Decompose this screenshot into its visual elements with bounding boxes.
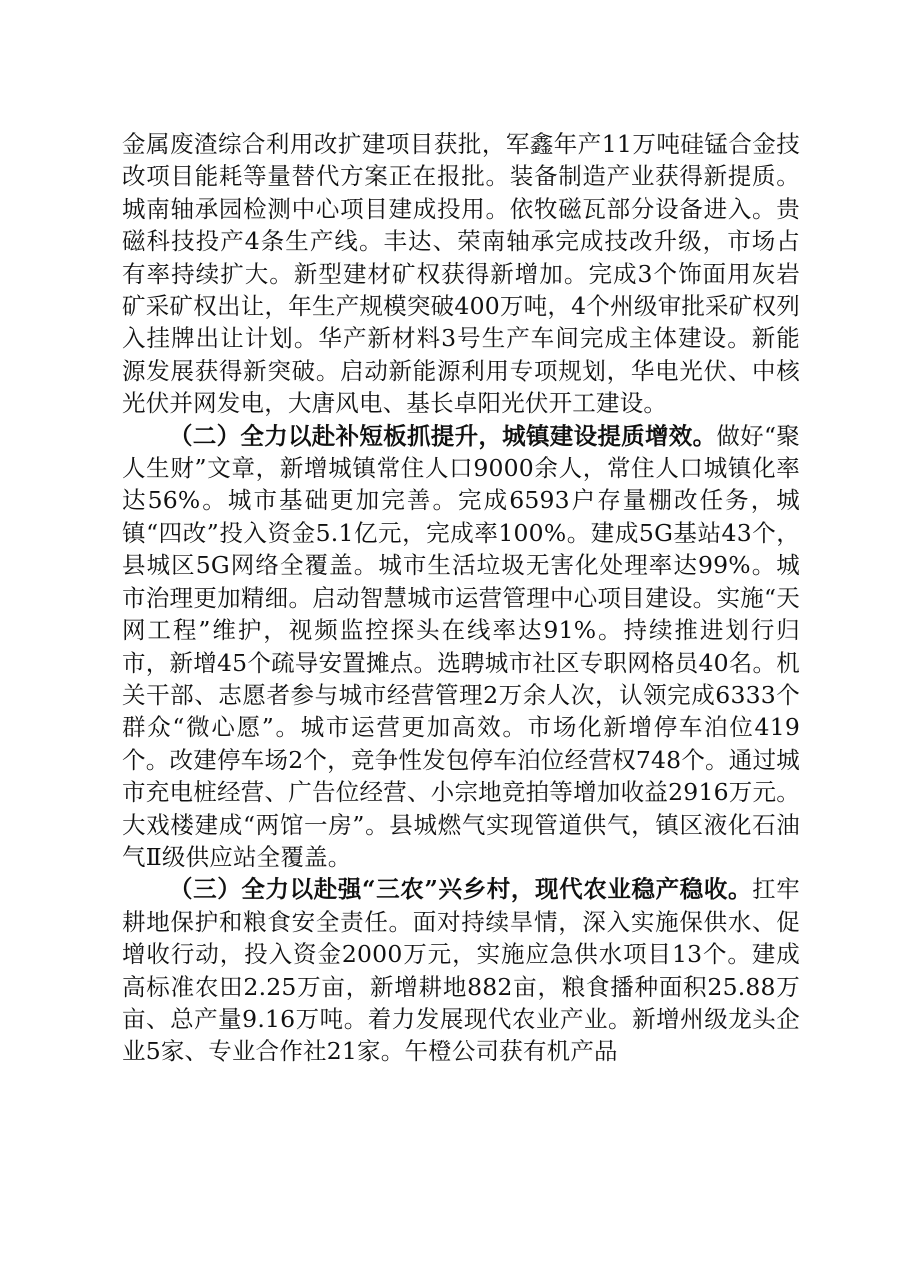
paragraph-section-three [122,873,800,1067]
section-three-text: 扛牢耕地保护和粮食安全责任。面对持续旱情，深入实施保供水、促增收行动，投入资金2000万元，实施应急供水项目13个。建成高标准农田2.25万亩，新增耕地882亩，粮食播种面积25.88万亩、总产量9.16万吨。着力发展现代农业产业。新增州级龙头企业5家、专业合作社21家。午橙公司获有机产品 [122,875,800,1066]
document-body [122,128,800,1068]
paragraph-continuation [122,128,800,420]
paragraph-section-two [122,420,800,874]
section-two-heading: （二）全力以赴补短板抓提升，城镇建设提质增效。 [169,421,717,450]
section-two-text: 做好“聚人生财”文章，新增城镇常住人口9000余人，常住人口城镇化率达56%。城市基础更加完善。完成6593户存量棚改任务，城镇“四改”投入资金5.1亿元，完成率100%。建成5G基站43个，县城区5G网络全覆盖。城市生活垃圾无害化处理率达99%。城市治理更加精细。启动智慧城市运营管理中心项目建设。实施“天网工程”维护，视频监控探头在线率达91%。持续推进划行归市，新增45个疏导安置摊点。选聘城市社区专职网格员40名。机关干部、志愿者参与城市经营管理2万余人次，认领完成6333个群众“微心愿”。城市运营更加高效。市场化新增停车泊位419个。改建停车场2个，竞争性发包停车泊位经营权748个。通过城市充电桩经营、广告位经营、小宗地竞拍等增加收益2916万元。大戏楼建成“两馆一房”。县城燃气实现管道供气，镇区液化石油气Ⅱ级供应站全覆盖。 [122,421,800,871]
paragraph-1-text: 金属废渣综合利用改扩建项目获批，军鑫年产11万吨硅锰合金技改项目能耗等量替代方案正在报批。装备制造产业获得新提质。城南轴承园检测中心项目建成投用。依牧磁瓦部分设备进入。贵磁科技投产4条生产线。丰达、荣南轴承完成技改升级，市场占有率持续扩大。新型建材矿权获得新增加。完成3个饰面用灰岩矿采矿权出让，年生产规模突破400万吨，4个州级审批采矿权列入挂牌出让计划。华产新材料3号生产车间完成主体建设。新能源发展获得新突破。启动新能源利用专项规划，华电光伏、中核光伏并网发电，大唐风电、基长卓阳光伏开工建设。 [122,130,800,418]
section-three-heading: （三）全力以赴强“三农”兴乡村，现代农业稳产稳收。 [169,875,753,904]
